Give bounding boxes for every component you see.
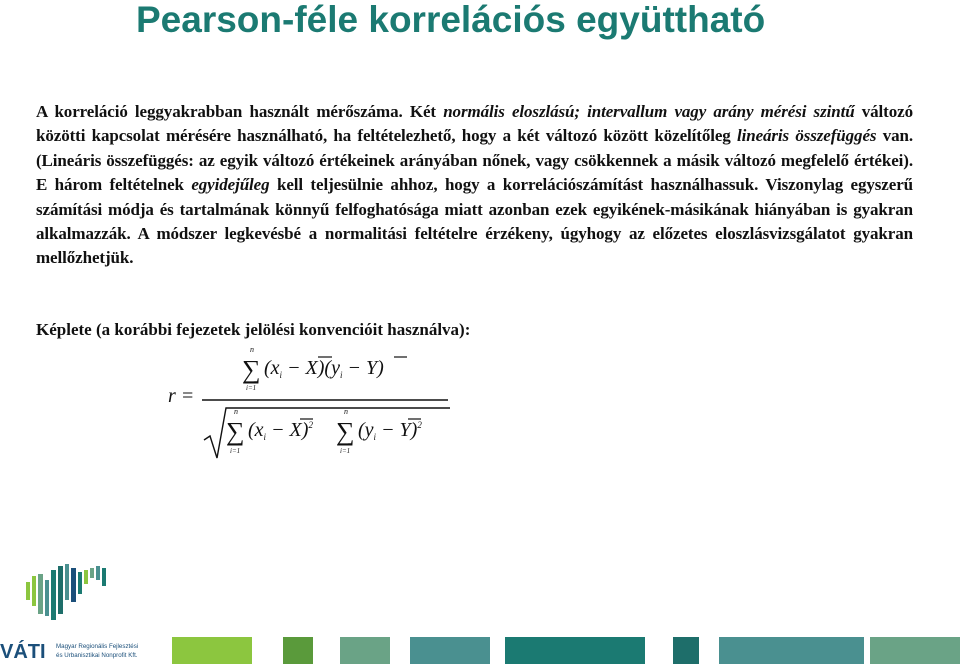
footer-block: [870, 637, 960, 664]
body-paragraph: [36, 100, 913, 271]
logo-brand: VÁTI: [0, 641, 46, 663]
body-segment: kell teljesülnie ahhoz, hogy a korrelációszámítást használhassuk. Viszonylag egyszerű számítási módja és tartalmának könnyű felfoghatósága miatt azonban ezek egyikének-másikának hiányában is gyakran alkalmazzák. A módszer legkevésbé a normalitási feltételre érzékeny, úgyhogy az előzetes eloszlásvizsgálatot gyakran mellőzhetjük.: [36, 175, 913, 268]
denominator-sum-1: ∑: [226, 417, 245, 446]
footer-block: [410, 637, 490, 664]
denominator-sum-lower-1: i=1: [230, 447, 241, 455]
svg-text:(xi − X)(yi − Y): [264, 357, 384, 380]
numerator-y-rest: − Y): [342, 357, 384, 379]
body-segment: lineáris összefüggés: [736, 126, 877, 146]
numerator-x: (x: [264, 357, 280, 379]
numerator-sum-upper: n: [250, 345, 254, 354]
footer-block: [172, 637, 252, 664]
denominator-x-rest: − X): [266, 419, 309, 441]
numerator-x-sub: i: [279, 370, 283, 380]
body-segment: egyidejűleg: [191, 175, 270, 195]
denominator-x: (x: [248, 419, 264, 441]
numerator-sum: ∑: [242, 355, 261, 384]
logo-line2: és Urbanisztikai Nonprofit Kft.: [56, 652, 138, 659]
denominator-y: (y: [358, 419, 374, 441]
body-segment: van. (Lineáris összefüggés: az egyik változó értékeinek arányában nőnek, vagy csökkennek a másik változó megfelelő értékei). E három feltételnek: [36, 126, 913, 195]
footer-block: [673, 637, 699, 664]
body-segment: változó közötti kapcsolat mérésére használható, ha feltételezhető, hogy a két változó között közelítőleg: [36, 102, 913, 146]
denominator-y-rest: − Y): [376, 419, 418, 441]
formula-intro: Képlete (a korábbi fejezetek jelölési konvencióit használva):: [36, 320, 471, 339]
numerator-x-rest: − X)(y: [282, 357, 340, 379]
denominator-sum-2: ∑: [336, 417, 355, 446]
denominator-x-sub: i: [263, 432, 267, 442]
pearson-formula: [160, 340, 460, 470]
denominator-y-sup: 2: [417, 420, 422, 430]
numerator-y-sub: i: [339, 370, 343, 380]
logo-line1: Magyar Regionális Fejlesztési: [56, 643, 139, 650]
footer-block: [505, 637, 645, 664]
svg-text:(xi − X)2: [248, 419, 313, 442]
numerator-sum-lower: i=1: [246, 384, 257, 392]
denominator-x-sup: 2: [308, 420, 313, 430]
denominator-y-sub: i: [373, 432, 377, 442]
denominator-sum-lower-2: i=1: [340, 447, 351, 455]
logo-bars-icon: [26, 564, 106, 620]
svg-text:(yi − Y)2: [358, 419, 422, 442]
denominator-sum-upper-2: n: [344, 407, 348, 416]
footer-block: [340, 637, 390, 664]
footer-block: [283, 637, 313, 664]
denominator-sum-upper-1: n: [234, 407, 238, 416]
body-segment: normális eloszlású; intervallum vagy arány mérési szintű: [443, 102, 855, 121]
vati-logo: [0, 560, 160, 664]
formula-lhs: r =: [168, 385, 195, 407]
footer-block: [719, 637, 864, 664]
slide-title: Pearson-féle korrelációs együttható: [136, 0, 766, 40]
body-segment: A korreláció leggyakrabban használt mérőszáma. Két: [36, 102, 444, 121]
